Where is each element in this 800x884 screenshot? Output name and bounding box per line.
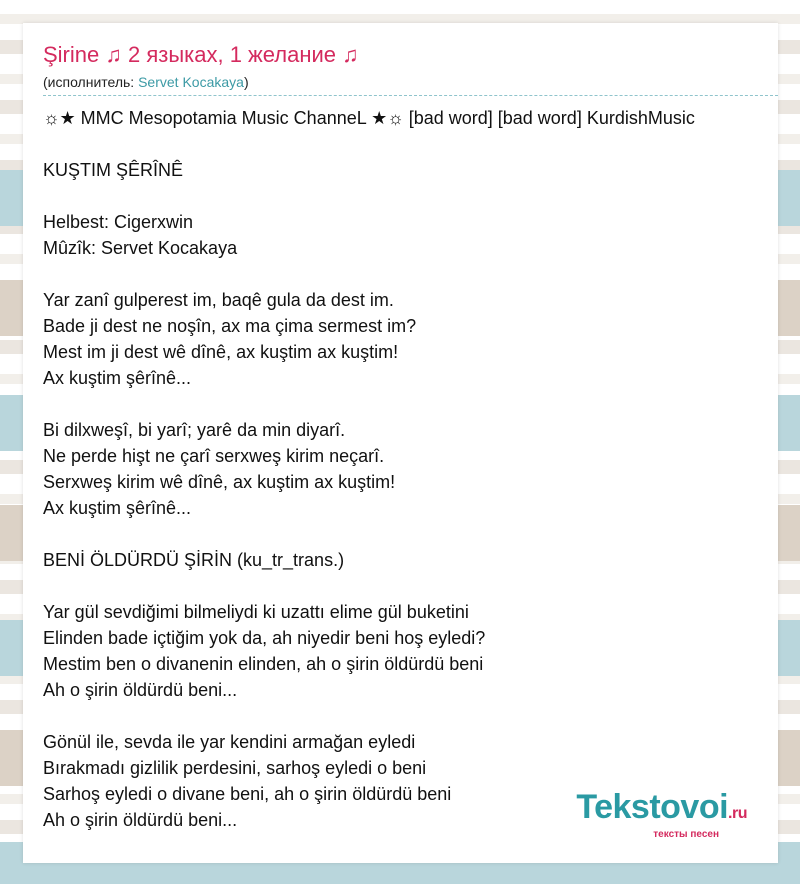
lyric-line: Bırakmadı gizlilik perdesini, sarhoş eyledi o beni <box>43 758 427 778</box>
lyric-line: KUŞTIM ŞÊRÎNÊ <box>43 160 184 180</box>
lyric-line: Bi dilxweşî, bi yarî; yarê da min diyarî. <box>43 420 346 440</box>
lyric-line: Mestim ben o divanenin elinden, ah o şirin öldürdü beni <box>43 654 484 674</box>
artist-suffix: ) <box>243 74 249 90</box>
lyrics-card <box>23 23 778 863</box>
logo-main-text: Tekstovoi <box>576 788 729 826</box>
lyric-line: Mest im ji dest wê dînê, ax kuştim ax kuştim! <box>43 342 399 362</box>
lyric-line <box>43 131 778 157</box>
lyric-line: Gönül ile, sevda ile yar kendini armağan eyledi <box>43 732 416 752</box>
lyric-line: Ax kuştim şêrînê... <box>43 368 192 388</box>
lyric-line: Serxweş kirim wê dînê, ax kuştim ax kuştim! <box>43 472 396 492</box>
lyric-line <box>43 391 778 417</box>
lyric-line: Yar gül sevdiğimi bilmeliydi ki uzattı elime gül buketini <box>43 602 469 622</box>
lyrics-text <box>43 105 778 833</box>
lyric-line <box>43 703 778 729</box>
lyric-line: BENİ ÖLDÜRDÜ ŞİRİN (ku_tr_trans.) <box>43 550 345 570</box>
song-title: Şirine ♫ 2 языках, 1 желание ♫ <box>43 42 359 67</box>
divider <box>43 95 778 96</box>
lyric-line: Ah o şirin öldürdü beni... <box>43 810 238 830</box>
logo-tld: .ru <box>728 805 747 822</box>
lyric-line <box>43 183 778 209</box>
site-logo[interactable] <box>576 790 747 840</box>
lyric-line: Ax kuştim şêrînê... <box>43 498 192 518</box>
lyric-line: ☼★ MMC Mesopotamia Music ChanneL ★☼ [bad word] [bad word] KurdishMusic <box>43 108 695 128</box>
lyric-line: Yar zanî gulperest im, baqê gula da dest im. <box>43 290 394 310</box>
lyric-line: Bade ji dest ne noşîn, ax ma çima sermest im? <box>43 316 417 336</box>
lyric-line: Sarhoş eyledi o divane beni, ah o şirin öldürdü beni <box>43 784 452 804</box>
lyric-line: Helbest: Cigerxwin <box>43 212 194 232</box>
lyric-line: Elinden bade içtiğim yok da, ah niyedir beni hoş eyledi? <box>43 628 486 648</box>
lyric-line: Ne perde hişt ne çarî serxweş kirim neçarî. <box>43 446 385 466</box>
lyric-line <box>43 573 778 599</box>
lyric-line: Mûzîk: Servet Kocakaya <box>43 238 238 258</box>
artist-line <box>43 74 249 90</box>
lyric-line <box>43 521 778 547</box>
artist-link[interactable]: Servet Kocakaya <box>138 74 244 90</box>
artist-prefix: (исполнитель: <box>43 74 139 90</box>
lyric-line: Ah o şirin öldürdü beni... <box>43 680 238 700</box>
logo-wordmark <box>576 790 747 831</box>
lyric-line <box>43 261 778 287</box>
logo-tagline: тексты песен <box>653 829 719 840</box>
